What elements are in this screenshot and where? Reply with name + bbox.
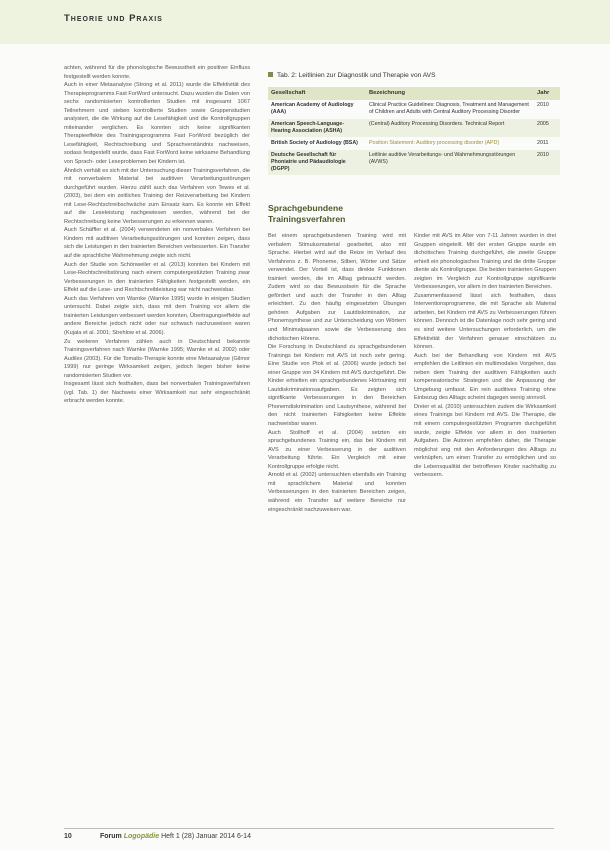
table-row xyxy=(268,119,560,138)
row-year: 2005 xyxy=(534,119,560,138)
row-year: 2010 xyxy=(534,100,560,119)
paragraph: Die Forschung in Deutschland zu sprachgebundenen Trainings bei Kindern mit AVS ist noch sehr gering. Eine Studie von Ptok et al. (2006) wurde jedoch bei einer Gruppe von 34 Kindern mit AVS durchgeführt. Die Kinder erhielten ein sprachgebundenes Hörtraining mit Lautdiskriminationsaufgaben. Es zeigten sich signifikante Verbesserungen in den Bereichen Phonemdiskrimination und Lautsynthese, während bei den nicht trainierten Fähigkeiten keine Effekte nachweisbar waren. xyxy=(268,344,406,428)
paragraph: Ähnlich verhält es sich mit der Untersuchung dieser Trainingsverfahren, die mit nonverbalem Material bei auditiven Verarbeitungsstörungen durchgeführt wurden. Hierzu zählt auch das Verfahren von Tewes et al. (2003), bei dem ein zeitliches Training der Reizverarbeitung bei Kindern mit Lese-Rechtschreibschwäche zum Einsatz kam. Es konnte ein Effekt auf die Leseleistung nachgewiesen werden, während bei der Rechtschreibung keine Verbesserungen zu erkennen waren. xyxy=(64,167,250,225)
header-org: Gesellschaft xyxy=(268,87,366,100)
table-row xyxy=(268,138,560,150)
footer-divider xyxy=(64,828,554,829)
paragraph: Zu weiteren Verfahren zählen auch in Deutschland bekannte Trainingsverfahren nach Warnke (Warnke 1995; Warnke et al. 2002) oder Audilex (2003). Für die Tomatis-Therapie konnte eine Metaanalyse (Gilmor 1999) nur geringe Wirksamkeit zeigen, jedoch liegen bisher keine randomisierten Studien vor. xyxy=(64,338,250,379)
paragraph: Arnold et al. (2002) untersuchten ebenfalls ein Training mit sprachlichem Material und konnten Verbesserungen in den trainierten Bereichen zeigen, während ein Transfer auf weitere Bereiche nur eingeschränkt nachzuweisen war. xyxy=(268,472,406,513)
paragraph: Auch bei der Behandlung von Kindern mit AVS empfehlen die Leitlinien ein multimodales Vorgehen, das neben dem Training der auditiven Fähigkeiten auch kompensatorische Strategien und die Anpassung der Umgebung umfasst. Ein rein auditives Training ohne Einbezug des Alltags scheint dagegen wenig sinnvoll. xyxy=(414,352,556,402)
guidelines-table xyxy=(268,87,560,176)
row-org: American Speech-Language-Hearing Association (ASHA) xyxy=(268,119,366,138)
row-org: American Academy of Audiology (AAA) xyxy=(268,100,366,119)
header-year: Jahr xyxy=(534,87,560,100)
table-row xyxy=(268,100,560,119)
paragraph: Dreier et al. (2010) untersuchten zudem die Wirksamkeit eines Trainings bei Kindern mit AVS. Die Therapie, die mit einem computergestützten Programm durchgeführt wurde, zeigte Effekte vor allem in den trainierten Aufgaben. Die Autoren empfehlen daher, die Therapie möglichst eng mit den Anforderungen des Alltags zu verknüpfen, um einen Transfer zu ermöglichen und so die Lebensqualität der betroffenen Kinder nachhaltig zu verbessern. xyxy=(414,403,556,479)
paragraph: Auch Stollhoff et al. (2004) setzten ein sprachgebundenes Training ein, das bei Kindern mit AVS zu einer Verbesserung in der auditiven Verarbeitung führte. Ein Vergleich mit einer Kontrollgruppe erfolgte nicht. xyxy=(268,429,406,470)
section-heading: Sprachgebundene Trainingsverfahren xyxy=(268,203,346,224)
paragraph: Zusammenfassend lässt sich festhalten, dass Interventionsprogramme, die mit Sprache als Material arbeiten, bei Kindern mit AVS zu Verbesserungen führen können. Dennoch ist die Datenlage noch sehr gering und es sind weitere Untersuchungen erforderlich, um die Effektivität der Verfahren genauer einschätzen zu können. xyxy=(414,292,556,351)
table-row xyxy=(268,150,560,176)
column-right xyxy=(414,232,556,792)
journal-prefix: Forum xyxy=(100,833,122,840)
row-desc: Position Statement: Auditory processing disorder (APD) xyxy=(366,138,534,150)
row-org: British Society of Audiology (BSA) xyxy=(268,138,366,150)
paragraph: achten, während für die phonologische Bewusstheit ein positiver Einfluss festgestellt werden konnte. xyxy=(64,65,250,80)
section-label: Theorie und Praxis xyxy=(64,13,163,24)
row-desc: Clinical Practice Guidelines: Diagnosis, Treatment and Management of Children and Adults with Central Auditory Processing Disorder xyxy=(366,100,534,119)
paragraph: Auch der Studie von Schönweiler et al. (2013) konnten bei Kindern mit Lese-Rechtschreibstörung nach einem computergestützten Training zwar Verbesserungen in den trainierten Fähigkeiten festgestellt werden, ein Effekt auf die Lese- und Rechtschreibleistung war nicht nachweisbar. xyxy=(64,261,250,294)
journal-name: Logopädie xyxy=(123,833,160,840)
page-number: 10 xyxy=(64,833,72,840)
row-org: Deutsche Gesellschaft für Phoniatrie und Pädaudiologie (DGPP) xyxy=(268,150,366,176)
row-year: 2011 xyxy=(534,138,560,150)
paragraph: Insgesamt lässt sich festhalten, dass bei nonverbalen Trainingsverfahren (vgl. Tab. 1) der Nachweis einer Wirksamkeit nur sehr eingeschränkt erbracht werden konnte. xyxy=(64,381,250,405)
column-left xyxy=(64,64,250,784)
paragraph: Auch das Verfahren von Warnke (Warnke 1995) wurde in einigen Studien untersucht. Dabei zeigte sich, dass mit dem Training vor allem die trainierten Leistungen verbessert werden konnten, Übertragungseffekte auf andere Bereiche jedoch nicht oder nur schwach nachzuweisen waren (Kujala et al. 2001; Strehlow et al. 2006). xyxy=(64,295,250,336)
header-desc: Bezeichnung xyxy=(366,87,534,100)
table-caption xyxy=(268,72,568,79)
journal-reference xyxy=(100,833,251,840)
column-middle xyxy=(268,232,406,792)
journal-issue: Heft 1 (28) Januar 2014 6-14 xyxy=(161,833,251,840)
row-year: 2010 xyxy=(534,150,560,176)
paragraph: Kinder mit AVS im Alter von 7-11 Jahren wurden in drei Gruppen eingeteilt. Mit der ersten Gruppe wurde ein dichotisches Training durchgeführt, die zweite Gruppe erhielt ein phonologisches Training und die dritte Gruppe diente als Kontrollgruppe. Die beiden trainierten Gruppen zeigten im Vergleich zur Kontrollgruppe signifikante Verbesserungen, vor allem in den trainierten Bereichen. xyxy=(414,233,556,291)
row-desc: (Central) Auditory Processing Disorders. Technical Report xyxy=(366,119,534,138)
paragraph: Auch in einer Metaanalyse (Strong et al. 2011) wurde die Effektivität des Therapieprogramms Fast ForWord untersucht. Dazu wurden die Daten von sechs randomisierten kontrollierten Studien mit insgesamt 1067 Teilnehmern und sieben kontrollierte Studien sowie Gruppenstudien analysiert, die die Wirkung auf die Lesefähigkeit und die Kontrollgruppen miteinander verglichen. Es konnten sich keine signifikanten Therapieeffekte des Trainingsprogramms Fast ForWord bezüglich der Lesefähigkeit, Rechtschreibung und Sprachverständnis nachweisen, sodass festgestellt wurde, dass Fast ForWord keine wirksame Behandlung von Sprach- oder Leseproblemen bei Kindern ist. xyxy=(64,82,250,166)
caption-marker-icon xyxy=(268,72,273,77)
row-desc: Leitlinie auditive Verarbeitungs- und Wahrnehmungsstörungen (AVWS) xyxy=(366,150,534,176)
table-caption-text: Tab. 2: Leitlinien zur Diagnostik und Therapie von AVS xyxy=(277,72,436,79)
paragraph: Auch Schäffler et al. (2004) verwendeten ein nonverbales Verfahren bei Kindern mit auditiven Verarbeitungsstörungen und konnten zeigen, dass sich die Leistungen in den trainierten Bereichen verbesserten. Ein Transfer auf die sprachliche Wahrnehmung zeigte sich nicht. xyxy=(64,227,250,260)
table-header-row xyxy=(268,87,560,100)
paragraph: Bei einem sprachgebundenen Training wird mit verbalem Stimulusmaterial gearbeitet, also mit Sprache. Hierbei wird auf die Reize im Verlauf des Verfahrens z. B. Phoneme, Silben, Wörter und Sätze verwendet. Der Vorteil ist, dass direkte Funktionen trainiert werden, die im Alltag gebraucht werden. Zudem wird so das Bewusstsein für die Sprache gefördert und auch der Transfer in den Alltag erleichtert. Zu den häufig eingesetzten Übungen gehören Aufgaben zur Lautdiskrimination, zur Phonemsynthese und zur Unterscheidung von Wörtern und Minimalpaaren sowie die Verbesserung des dichotischen Hörens. xyxy=(268,233,406,342)
